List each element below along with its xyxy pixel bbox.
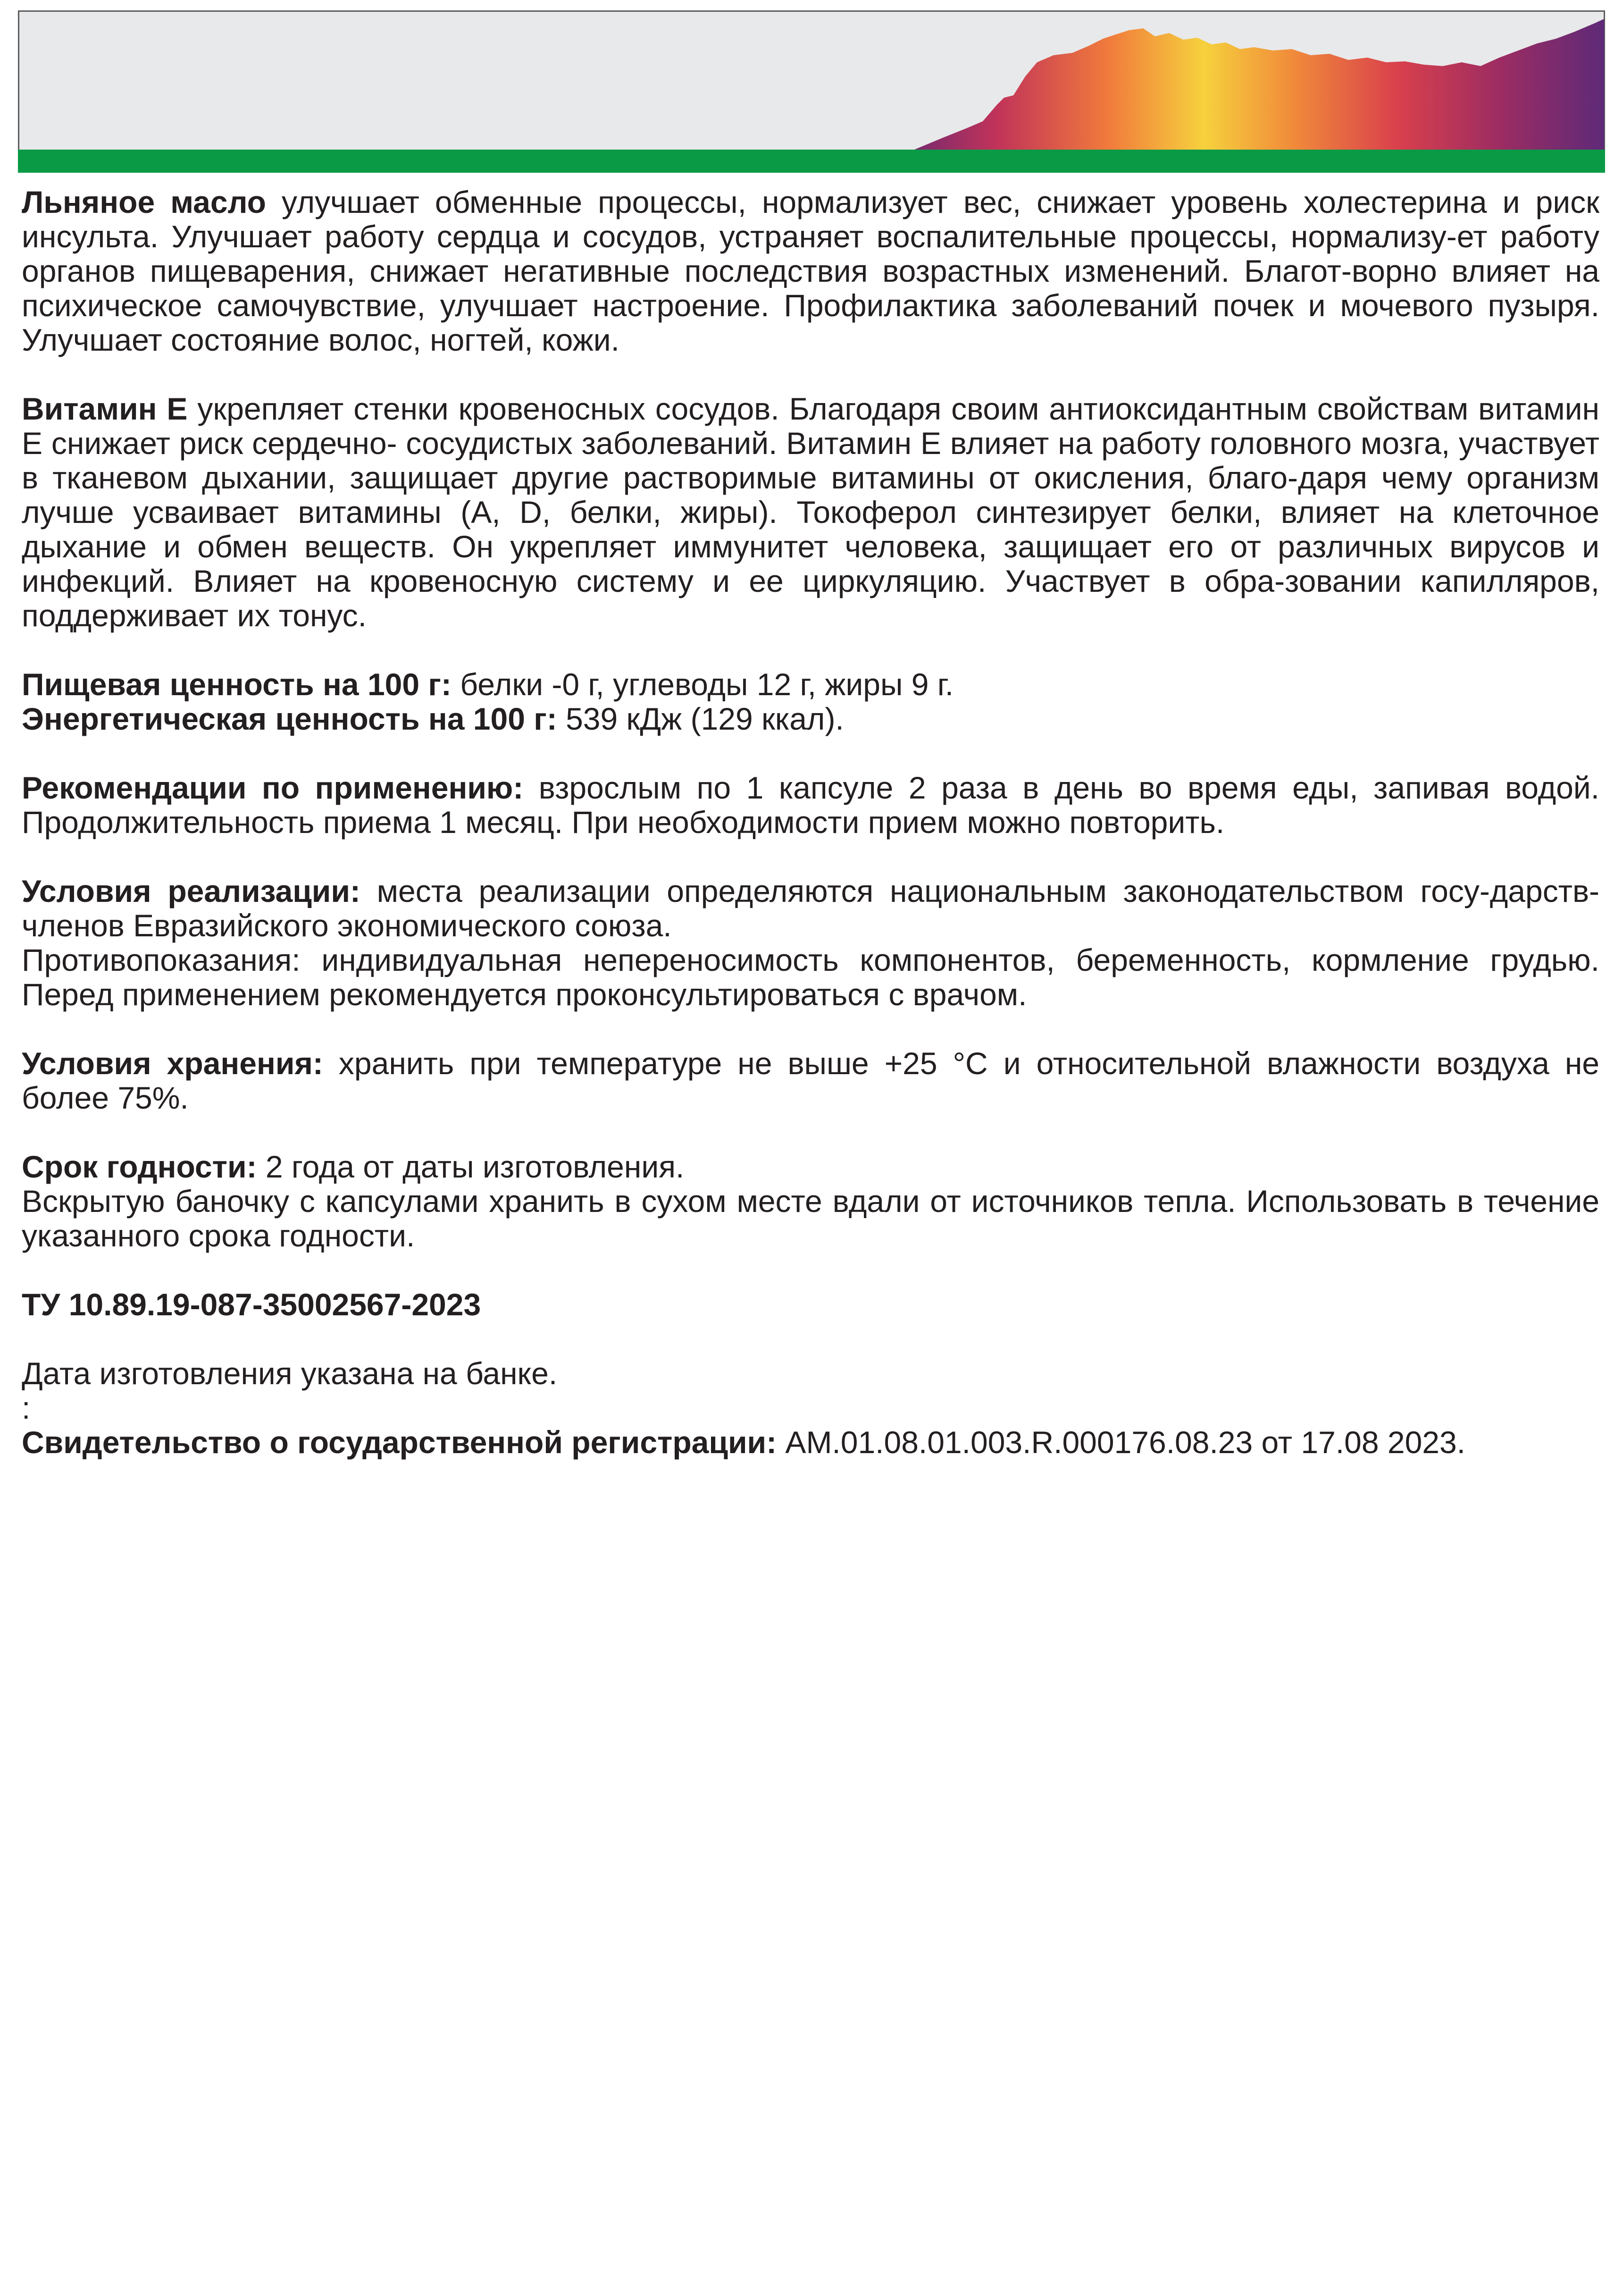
vitamin-e-label: Витамин Е (22, 391, 188, 426)
flax-oil-label: Льняное масло (22, 185, 266, 219)
contraindications-paragraph (22, 943, 1599, 1012)
document-body (22, 185, 1599, 1460)
tu-label: ТУ 10.89.19-087-35002567-2023 (22, 1287, 481, 1322)
colon-line-text: : (22, 1390, 31, 1425)
nutrition-label: Пищевая ценность на 100 г: (22, 667, 452, 702)
colon-line (22, 1391, 1599, 1425)
storage-paragraph (22, 1046, 1599, 1115)
vitamin-e-text: укрепляет стенки кровеносных сосудов. Благодаря своим антиоксидантным свойствам витамин Е снижает риск сердечно- сосудистых заболеваний. Витамин Е влияет на работу головного мозга, участвует в тканевом дыхании, защищает другие растворимые витамины от окисления, благо-даря чему организм лучше усваивает витамины (А, D, белки, жиры). Токоферол синтезирует белки, влияет на клеточное дыхание и обмен веществ. Он укрепляет иммунитет человека, защищает его от различных вирусов и инфекций. Влияет на кровеносную систему и ее циркуляцию. Участвует в обра-зовании капилляров, поддерживает их тонус. (22, 391, 1599, 633)
manufacture-date-paragraph (22, 1356, 1599, 1391)
mountain-banner-graphic (18, 10, 1605, 173)
sale-conditions-label: Условия реализации: (22, 874, 360, 908)
sale-conditions-paragraph (22, 874, 1599, 943)
flax-oil-paragraph (22, 185, 1599, 357)
sale-conditions-text: места реализации определяются национальным законодательством госу-дарств-членов Евразийского экономического союза. (22, 874, 1599, 943)
usage-text: взрослым по 1 капсуле 2 раза в день во время еды, запивая водой. Продолжительность приема 1 месяц. При необходимости прием можно повторить. (22, 770, 1599, 840)
contraindications-text: Противопоказания: индивидуальная непереносимость компонентов, беременность, кормление грудью. Перед применением рекомендуется проконсультироваться с врачом. (22, 942, 1599, 1012)
opened-jar-paragraph (22, 1184, 1599, 1253)
nutrition-paragraph (22, 667, 1599, 702)
tu-paragraph (22, 1287, 1599, 1322)
shelf-life-text: 2 года от даты изготовления. (257, 1149, 685, 1184)
vitamin-e-paragraph (22, 392, 1599, 633)
manufacture-date-text: Дата изготовления указана на банке. (22, 1356, 558, 1391)
energy-label: Энергетическая ценность на 100 г: (22, 701, 557, 736)
storage-text: хранить при температуре не выше +25 °С и относительной влажности воздуха не более 75%. (22, 1046, 1599, 1115)
energy-text: 539 кДж (129 ккал). (557, 701, 844, 736)
shelf-life-label: Срок годности: (22, 1149, 257, 1184)
registration-label: Свидетельство о государственной регистрации: (22, 1425, 777, 1460)
usage-label: Рекомендации по применению: (22, 770, 524, 805)
green-stripe (18, 150, 1605, 173)
usage-paragraph (22, 771, 1599, 840)
opened-jar-text: Вскрытую баночку с капсулами хранить в сухом месте вдали от источников тепла. Использовать в течение указанного срока годности. (22, 1184, 1599, 1253)
header-banner (18, 10, 1605, 173)
shelf-life-paragraph (22, 1150, 1599, 1184)
nutrition-text: белки -0 г, углеводы 12 г, жиры 9 г. (451, 667, 954, 702)
storage-label: Условия хранения: (22, 1046, 323, 1081)
energy-paragraph (22, 702, 1599, 736)
flax-oil-text: улучшает обменные процессы, нормализует вес, снижает уровень холестерина и риск инсульта. Улучшает работу сердца и сосудов, устраняет воспалительные процессы, нормализу-ет работу органов пищеварения, снижает негативные последствия возрастных изменений. Благот-ворно влияет на психическое самочувствие, улучшает настроение. Профилактика заболеваний почек и мочевого пузыря. Улучшает состояние волос, ногтей, кожи. (22, 185, 1599, 357)
registration-paragraph (22, 1425, 1599, 1460)
registration-text: AM.01.08.01.003.R.000176.08.23 от 17.08 2023. (777, 1425, 1466, 1460)
